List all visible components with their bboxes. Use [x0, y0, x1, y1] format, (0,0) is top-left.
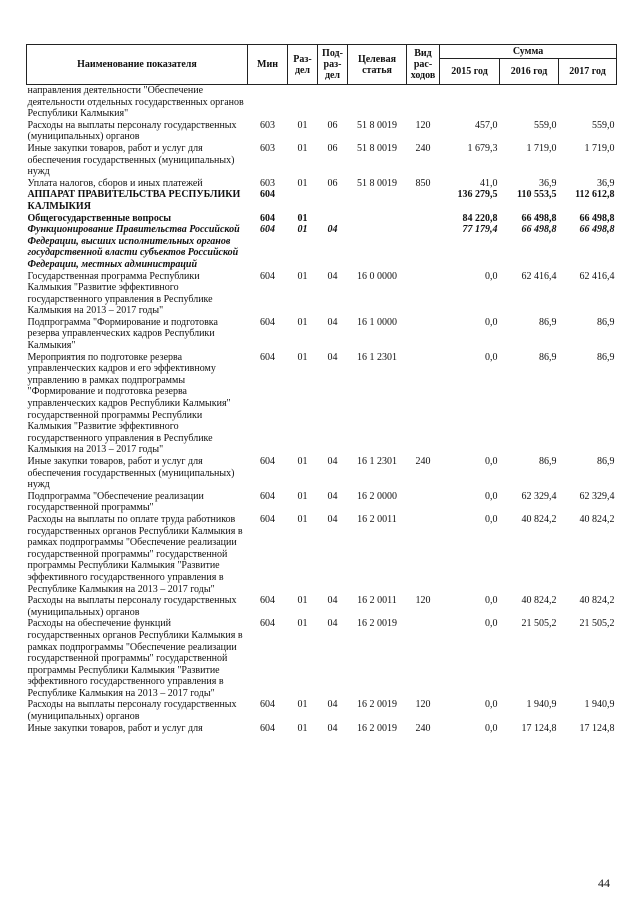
row-sum-2017: [559, 85, 617, 120]
row-sum-2016: 66 498,8: [521, 224, 557, 236]
header-razdel: Раз- дел: [288, 45, 318, 85]
row-target: 16 2 0019: [357, 722, 397, 734]
row-min: 604: [260, 270, 275, 282]
table-header: [27, 45, 617, 85]
row-min: [248, 85, 288, 120]
budget-table-page: [26, 44, 616, 734]
row-sum-2017: 559,0: [592, 119, 615, 131]
row-sum-2016: 17 124,8: [521, 722, 557, 734]
row-podrazdel: [318, 189, 348, 212]
row-podrazdel: 04: [327, 351, 338, 363]
table-row: [27, 178, 617, 190]
row-podrazdel: 06: [327, 177, 338, 189]
row-min: 604: [260, 699, 275, 711]
row-min: 604: [260, 212, 275, 224]
budget-table: [26, 44, 617, 734]
row-podrazdel: 04: [327, 699, 338, 711]
table-body: [27, 85, 617, 735]
row-razdel: 01: [297, 119, 308, 131]
row-razdel: 01: [297, 618, 308, 630]
row-target: [348, 85, 407, 120]
row-name: Иные закупки товаров, работ и услуг для: [27, 722, 203, 734]
row-podrazdel: 04: [327, 270, 338, 282]
row-razdel: 01: [297, 224, 308, 236]
row-sum-2016: 86,9: [539, 316, 557, 328]
row-target: [348, 189, 407, 212]
row-sum-2017: 66 498,8: [579, 212, 615, 224]
row-min: 604: [260, 490, 275, 502]
row-min: 603: [260, 119, 275, 131]
header-2016: 2016 год: [500, 59, 559, 85]
row-sum-2016: 86,9: [539, 456, 557, 467]
row-sum-2015: 84 220,8: [462, 212, 498, 224]
row-vid: 120: [415, 595, 431, 607]
row-vid: 120: [415, 119, 431, 131]
table-row: [27, 352, 617, 456]
row-min: 604: [260, 351, 275, 363]
row-sum-2015: 77 179,4: [462, 224, 498, 236]
row-sum-2017: 66 498,8: [579, 224, 615, 236]
row-sum-2015: 0,0: [485, 270, 498, 282]
row-vid: 240: [415, 142, 431, 154]
row-name: Подпрограмма "Обеспечение реализации государственной программы": [27, 490, 204, 514]
row-name: Расходы на выплаты персоналу государственных (муниципальных) органов: [27, 699, 237, 723]
row-podrazdel: [318, 213, 348, 225]
row-sum-2015: 0,0: [485, 316, 498, 328]
row-target: 16 0 0000: [357, 270, 397, 282]
row-sum-2016: 559,0: [534, 119, 557, 131]
row-razdel: [288, 189, 318, 212]
row-min: 604: [260, 722, 275, 734]
row-name: Государственная программа Республики Калмыкия "Развитие эффективного государственного управления в Республике Калмыкия на 2013 – 2017 годы": [27, 270, 213, 317]
row-min: 603: [260, 142, 275, 154]
row-target: 16 2 0011: [357, 595, 397, 607]
row-target: 51 8 0019: [357, 177, 397, 189]
row-sum-2015: 1 679,3: [467, 142, 498, 154]
header-min: Мин: [248, 45, 288, 85]
row-name: Расходы на обеспечение функций государственных органов Республики Калмыкия в рамках подпрограммы "Обеспечение реализации государственной программы" государственной программы Республики Калмыкия "Развитие эффективного государственного управления в Республике Калмыкия на 2013 – 2017 годы": [27, 618, 243, 699]
row-min: 604: [260, 316, 275, 328]
row-sum-2016: 1 719,0: [526, 142, 557, 154]
table-row: [27, 514, 617, 595]
row-min: 604: [260, 595, 275, 607]
row-sum-2017: 1 940,9: [584, 699, 615, 711]
table-row: [27, 85, 617, 120]
row-target: 51 8 0019: [357, 142, 397, 154]
table-row: [27, 618, 617, 699]
row-sum-2017: 62 329,4: [579, 490, 615, 502]
row-sum-2017: 62 416,4: [579, 270, 615, 282]
row-podrazdel: [318, 85, 348, 120]
row-razdel: 01: [297, 270, 308, 282]
row-sum-2016: 62 416,4: [521, 270, 557, 282]
row-sum-2017: 86,9: [597, 316, 615, 328]
row-name: Иные закупки товаров, работ и услуг для обеспечения государственных (муниципальных) нужд: [27, 142, 235, 178]
row-sum-2016: 40 824,2: [521, 513, 557, 525]
row-name: Расходы на выплаты по оплате труда работников государственных органов Республики Калмыкия в рамках подпрограммы "Обеспечение реализации государственной программы" государственной программы Республики Калмыкия "Развитие эффективного государственного управления в Республике Калмыкия на 2013 – 2017 годы": [27, 513, 243, 595]
row-podrazdel: 06: [327, 119, 338, 131]
row-podrazdel: 06: [327, 142, 338, 154]
row-sum-2017: 40 824,2: [579, 513, 615, 525]
row-vid: [407, 514, 440, 595]
row-sum-2016: 66 498,8: [521, 212, 557, 224]
row-razdel: 01: [297, 513, 308, 525]
row-vid: [407, 224, 440, 270]
row-name: направления деятельности "Обеспечение деятельности отдельных государственных органов Республики Калмыкия": [27, 85, 244, 120]
row-sum-2016: 86,9: [539, 351, 557, 363]
row-min: 604: [260, 618, 275, 630]
row-target: 16 2 0019: [357, 618, 397, 630]
row-target: 16 2 0019: [357, 699, 397, 711]
row-sum-2016: 1 940,9: [526, 699, 557, 711]
row-target: 16 1 2301: [357, 351, 397, 363]
row-vid: 240: [415, 722, 431, 734]
table-row: [27, 723, 617, 735]
row-razdel: 01: [297, 595, 308, 607]
row-sum-2015: 0,0: [485, 351, 498, 363]
row-target: 16 2 0011: [357, 513, 397, 525]
row-sum-2015: 0,0: [485, 699, 498, 711]
header-podrazdel: Под- раз- дел: [318, 45, 348, 85]
row-vid: [407, 271, 440, 317]
header-2015: 2015 год: [440, 59, 500, 85]
row-sum-2015: 0,0: [485, 595, 498, 607]
row-vid: [407, 85, 440, 120]
row-razdel: [288, 85, 318, 120]
row-sum-2017: 17 124,8: [579, 722, 615, 734]
row-min: 604: [260, 456, 275, 467]
row-sum-2016: 62 329,4: [521, 490, 557, 502]
row-vid: 850: [415, 177, 431, 189]
row-podrazdel: 04: [327, 456, 338, 467]
row-razdel: 01: [297, 722, 308, 734]
row-podrazdel: 04: [327, 316, 338, 328]
row-sum-2017: 112 612,8: [575, 189, 615, 201]
row-vid: [407, 491, 440, 514]
table-row: [27, 213, 617, 225]
row-name: Мероприятия по подготовке резерва управленческих кадров и его эффективному управлению в рамках подпрограммы "Формирование и подготовка резерва управленческих кадров Республики Калмыкия" государственной программы Республики Калмыкия "Развитие эффективного государственного управления в Республике Калмыкия на 2013 – 2017 годы": [27, 351, 231, 456]
row-name: Иные закупки товаров, работ и услуг для обеспечения государственных (муниципальных) нужд: [27, 456, 235, 491]
table-row: [27, 224, 617, 270]
row-razdel: 01: [297, 316, 308, 328]
row-sum-2016: 21 505,2: [521, 618, 557, 630]
table-row: [27, 189, 617, 212]
row-vid: [407, 352, 440, 456]
row-vid: [407, 189, 440, 212]
row-sum-2016: 40 824,2: [521, 595, 557, 607]
row-sum-2017: 36,9: [597, 177, 615, 189]
row-sum-2017: 40 824,2: [579, 595, 615, 607]
header-target: Целевая статья: [348, 45, 407, 85]
row-min: 604: [260, 189, 275, 201]
row-min: 604: [260, 224, 275, 236]
row-sum-2015: 0,0: [485, 618, 498, 630]
row-razdel: 01: [297, 490, 308, 502]
row-podrazdel: 04: [327, 722, 338, 734]
row-name: Общегосударственные вопросы: [27, 212, 172, 224]
row-razdel: 01: [297, 456, 308, 467]
row-target: [348, 224, 407, 270]
row-target: 51 8 0019: [357, 119, 397, 131]
row-podrazdel: 04: [327, 224, 338, 236]
table-row: [27, 143, 617, 178]
table-row: [27, 456, 617, 491]
page-number: 44: [598, 876, 610, 890]
table-row: [27, 120, 617, 143]
row-razdel: 01: [297, 142, 308, 154]
row-min: 604: [260, 513, 275, 525]
header-name: Наименование показателя: [27, 45, 248, 85]
row-podrazdel: 04: [327, 513, 338, 525]
row-vid: 120: [415, 699, 431, 711]
table-row: [27, 491, 617, 514]
row-name: Расходы на выплаты персоналу государственных (муниципальных) органов: [27, 119, 237, 143]
row-vid: [407, 213, 440, 225]
row-sum-2015: 136 279,5: [457, 189, 498, 201]
row-sum-2015: 457,0: [475, 119, 498, 131]
row-razdel: 01: [297, 699, 308, 711]
header-vid: Вид рас- ходов: [407, 45, 440, 85]
row-razdel: 01: [297, 177, 308, 189]
row-target: 16 1 2301: [357, 456, 397, 467]
row-sum-2017: 86,9: [597, 351, 615, 363]
row-razdel: 01: [297, 351, 308, 363]
row-name: Расходы на выплаты персоналу государственных (муниципальных) органов: [27, 595, 237, 618]
row-sum-2017: 1 719,0: [584, 142, 615, 154]
row-sum-2015: 0,0: [485, 490, 498, 502]
row-sum-2015: [440, 85, 500, 120]
row-razdel: 01: [297, 212, 308, 224]
row-sum-2017: 86,9: [597, 456, 615, 467]
row-podrazdel: 04: [327, 618, 338, 630]
row-podrazdel: 04: [327, 595, 338, 607]
row-sum-2016: [500, 85, 559, 120]
row-sum-2016: 36,9: [539, 177, 557, 189]
row-name: Функционирование Правительства Российской Федерации, высших исполнительных органов государственной власти субъектов Российской Федерации, местных администраций: [27, 224, 240, 270]
row-vid: [407, 618, 440, 699]
row-sum-2015: 41,0: [480, 177, 498, 189]
table-row: [27, 595, 617, 618]
table-row: [27, 317, 617, 352]
row-sum-2015: 0,0: [485, 513, 498, 525]
row-target: 16 1 0000: [357, 316, 397, 328]
row-sum-2015: 0,0: [485, 456, 498, 467]
row-target: 16 2 0000: [357, 490, 397, 502]
row-min: 603: [260, 177, 275, 189]
table-row: [27, 699, 617, 722]
header-sum: Сумма: [440, 45, 617, 59]
header-2017: 2017 год: [559, 59, 617, 85]
row-podrazdel: 04: [327, 490, 338, 502]
row-sum-2015: 0,0: [485, 722, 498, 734]
row-sum-2016: 110 553,5: [517, 189, 557, 201]
row-vid: 240: [415, 456, 431, 467]
row-target: [348, 213, 407, 225]
row-name: Уплата налогов, сборов и иных платежей: [27, 177, 203, 189]
row-name: АППАРАТ ПРАВИТЕЛЬСТВА РЕСПУБЛИКИ КАЛМЫКИЯ: [27, 189, 241, 212]
row-name: Подпрограмма "Формирование и подготовка резерва управленческих кадров Республики Калмыкия": [27, 316, 218, 352]
row-sum-2017: 21 505,2: [579, 618, 615, 630]
row-vid: [407, 317, 440, 352]
table-row: [27, 271, 617, 317]
